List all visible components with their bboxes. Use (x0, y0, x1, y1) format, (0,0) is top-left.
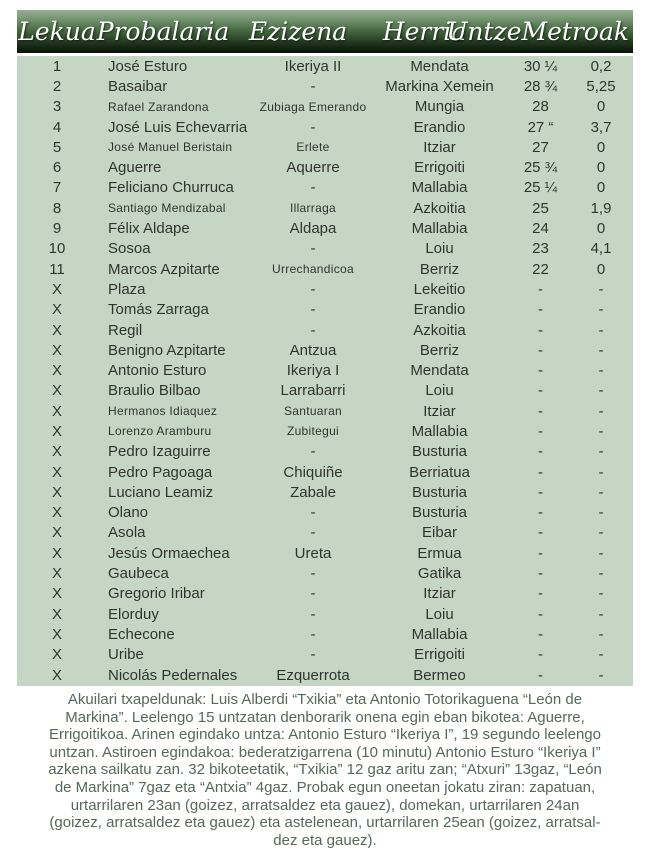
cell-herria: Loiu (425, 605, 454, 623)
cell-herria: Mallabia (411, 220, 468, 238)
cell-ezizena: Ezquerrota (276, 666, 350, 684)
cell-herria: Azkoitia (413, 321, 466, 339)
cell-probalaria: Asola (108, 524, 146, 542)
footnote-line: de Markina” 7gaz eta “Antxia” 4gaz. Probak egun oneetan jokatu ziran: zapatuan, (54, 778, 596, 796)
cell-metroak: - (598, 625, 604, 643)
cell-probalaria: Regil (108, 321, 143, 339)
cell-ezizena: Chiquiñe (283, 463, 343, 481)
cell-ezizena: - (310, 524, 316, 542)
cell-ezizena: - (310, 77, 316, 95)
cell-probalaria: Tomás Zarraga (108, 301, 209, 319)
table-row (17, 563, 633, 583)
cell-lekua: 8 (52, 199, 62, 217)
cell-metroak: - (598, 544, 604, 562)
cell-metroak: - (598, 585, 604, 603)
cell-herria: Itziar (423, 138, 456, 156)
table-row (17, 503, 633, 523)
cell-ezizena: Aquerre (286, 159, 340, 177)
cell-untze: 25 ¼ (523, 179, 558, 197)
table-row (17, 300, 633, 320)
cell-herria: Berriz (419, 341, 460, 359)
cell-herria: Itziar (423, 585, 456, 603)
cell-metroak: 0 (596, 260, 606, 278)
cell-probalaria: Echecone (108, 625, 175, 643)
cell-probalaria: Benigno Azpitarte (108, 341, 226, 359)
cell-ezizena: - (310, 118, 316, 136)
cell-ezizena: - (310, 605, 316, 623)
cell-herria: Errigoiti (414, 646, 465, 664)
cell-lekua: X (51, 463, 62, 481)
table-row (17, 381, 633, 401)
cell-probalaria: Jesús Ormaechea (108, 544, 230, 562)
cell-herria: Mendata (410, 362, 469, 380)
cell-lekua: X (51, 524, 62, 542)
cell-probalaria: Basaibar (108, 77, 168, 95)
table-row (17, 665, 633, 685)
table-row (17, 584, 633, 604)
cell-probalaria: José Luis Echevarria (108, 118, 248, 136)
cell-ezizena: Ikeriya II (284, 57, 342, 75)
cell-lekua: X (51, 646, 62, 664)
cell-lekua: 1 (52, 57, 62, 75)
cell-untze: - (538, 382, 543, 400)
cell-probalaria: Uribe (108, 646, 144, 664)
cell-untze: - (538, 422, 543, 440)
cell-untze: - (538, 666, 543, 684)
cell-untze: - (538, 341, 543, 359)
cell-ezizena: Aldapa (289, 220, 337, 238)
cell-ezizena: Illarraga (289, 201, 337, 216)
cell-ezizena: - (310, 625, 316, 643)
cell-lekua: X (51, 565, 62, 583)
cell-probalaria: Aguerre (108, 159, 162, 177)
cell-herria: Busturia (411, 443, 468, 461)
cell-untze: 25 ¾ (523, 159, 558, 177)
cell-untze: 23 (532, 240, 549, 258)
cell-lekua: X (51, 483, 62, 501)
table-row (17, 543, 633, 563)
cell-herria: Mendata (410, 57, 469, 75)
cell-untze: - (538, 362, 543, 380)
table-row (17, 360, 633, 380)
column-header-untze-metroak (446, 10, 633, 53)
cell-probalaria: Gaubeca (108, 565, 169, 583)
table-row (17, 239, 633, 259)
table-row (17, 279, 633, 299)
footnote-line: Markina”. Leelengo 15 untzatan denborarik onena egin eban bikotea: Aguerre, (65, 708, 585, 726)
cell-herria: Busturia (411, 483, 468, 501)
table-row (17, 320, 633, 340)
cell-lekua: 2 (52, 77, 62, 95)
column-header-metroak: Metroak (521, 16, 629, 46)
cell-lekua: 7 (52, 179, 62, 197)
cell-untze: 24 (532, 220, 549, 238)
cell-lekua: X (51, 341, 62, 359)
table-row (17, 604, 633, 624)
cell-lekua: 5 (52, 138, 62, 156)
cell-herria: Mallabia (411, 179, 468, 197)
cell-metroak: - (598, 422, 604, 440)
cell-probalaria: Santiago Mendizabal (108, 201, 226, 216)
cell-herria: Azkoitia (413, 199, 466, 217)
cell-probalaria: Lorenzo Aramburu (108, 424, 212, 439)
cell-probalaria: Elorduy (108, 605, 159, 623)
cell-metroak: - (598, 443, 604, 461)
cell-herria: Mallabia (411, 422, 468, 440)
cell-ezizena: - (310, 565, 316, 583)
cell-metroak: - (598, 483, 604, 501)
cell-lekua: X (51, 504, 62, 522)
cell-lekua: X (51, 301, 62, 319)
results-table-body (17, 56, 633, 686)
cell-probalaria: Braulio Bilbao (108, 382, 201, 400)
cell-untze: 27 “ (527, 118, 554, 136)
cell-herria: Mungia (414, 98, 465, 116)
table-row (17, 97, 633, 117)
cell-ezizena: Ikeriya I (286, 362, 340, 380)
cell-lekua: X (51, 321, 62, 339)
table-row (17, 624, 633, 644)
column-header-probalaria: Probalaria (96, 17, 230, 46)
table-row (17, 421, 633, 441)
cell-herria: Bermeo (413, 666, 466, 684)
cell-metroak: - (598, 362, 604, 380)
cell-probalaria: Olano (108, 504, 149, 522)
column-header-herria: Herria (382, 17, 467, 46)
cell-probalaria: Pedro Pagoaga (108, 463, 213, 481)
table-row (17, 340, 633, 360)
cell-lekua: 10 (48, 240, 66, 258)
cell-metroak: - (598, 463, 604, 481)
cell-metroak: 1,9 (590, 199, 612, 217)
cell-herria: Errigoiti (414, 159, 465, 177)
cell-probalaria: Nicolás Pedernales (108, 666, 238, 684)
cell-metroak: 0 (596, 179, 606, 197)
cell-ezizena: Santuaran (283, 404, 343, 419)
cell-lekua: X (51, 544, 62, 562)
cell-lekua: X (51, 422, 62, 440)
table-row (17, 523, 633, 543)
cell-metroak: 0 (596, 220, 606, 238)
cell-ezizena: Erlete (296, 140, 330, 155)
table-row (17, 56, 633, 76)
cell-probalaria: Hermanos Idiaquez (108, 404, 218, 419)
cell-untze: 27 (532, 138, 549, 156)
cell-herria: Busturia (411, 504, 468, 522)
cell-lekua: X (51, 280, 62, 298)
footnote-line: Errigoitikoa. Arinen egindako untza: Antonio Esturo “Ikeriya I”, 19 segundo leelengo (48, 726, 601, 744)
cell-metroak: 0,2 (590, 57, 612, 75)
table-row (17, 157, 633, 177)
footnote-paragraph (15, 691, 635, 849)
cell-untze: - (538, 443, 543, 461)
cell-probalaria: Rafael Zarandona (108, 99, 209, 114)
cell-untze: - (538, 402, 543, 420)
cell-lekua: X (51, 625, 62, 643)
cell-probalaria: Gregorio Iribar (108, 585, 205, 603)
cell-untze: 28 ¾ (523, 77, 558, 95)
cell-herria: Gatika (417, 565, 462, 583)
cell-metroak: - (598, 402, 604, 420)
table-row (17, 117, 633, 137)
cell-metroak: 4,1 (590, 240, 612, 258)
footnote-line: untzan. Astiroen egindakoa: bederatzigarrena (10 minutu) Antonio Esturo “Ikeriya I” (49, 743, 601, 761)
cell-lekua: 4 (52, 118, 62, 136)
cell-metroak: - (598, 605, 604, 623)
cell-probalaria: Antonio Esturo (108, 362, 207, 380)
cell-ezizena: Zubiaga Emerando (259, 99, 367, 114)
cell-untze: - (538, 605, 543, 623)
cell-probalaria: Feliciano Churruca (108, 179, 234, 197)
cell-untze: - (538, 280, 543, 298)
cell-lekua: X (51, 382, 62, 400)
cell-herria: Markina Xemein (385, 77, 494, 95)
cell-untze: 25 (532, 199, 549, 217)
column-header-untze: Untze (446, 16, 522, 46)
table-row (17, 442, 633, 462)
cell-metroak: - (598, 666, 604, 684)
cell-metroak: - (598, 341, 604, 359)
cell-untze: - (538, 585, 543, 603)
footnote-line: Akuilari txapeldunak: Luis Alberdi “Txikia” eta Antonio Totorikaguena “León de (67, 691, 583, 708)
cell-lekua: X (51, 443, 62, 461)
cell-herria: Erandio (413, 301, 466, 319)
cell-ezizena: Larrabarri (280, 382, 346, 400)
cell-ezizena: Ureta (294, 544, 332, 562)
cell-ezizena: Urrechandicoa (272, 262, 354, 277)
cell-metroak: - (598, 504, 604, 522)
cell-herria: Lekeitio (413, 280, 466, 298)
table-row (17, 137, 633, 157)
cell-lekua: X (51, 666, 62, 684)
cell-probalaria: Luciano Leamiz (108, 483, 214, 501)
footnote-line: urtarrilaren 23an (goizez, arratsaldez eta gauez), domekan, urtarrilaren 24an (70, 796, 580, 814)
footnote-line: (goizez, arratsaldez eta gauez) eta astelenean, urtarrilaren 25ean (goizez, arratsal- (49, 814, 601, 832)
table-row (17, 218, 633, 238)
cell-metroak: - (598, 280, 604, 298)
cell-probalaria: José Manuel Beristain (108, 140, 233, 155)
cell-probalaria: José Esturo (108, 57, 188, 75)
table-row (17, 645, 633, 665)
cell-ezizena: - (310, 443, 316, 461)
cell-ezizena: Antzua (289, 341, 337, 359)
cell-metroak: - (598, 646, 604, 664)
cell-herria: Erandio (413, 118, 466, 136)
cell-untze: - (538, 565, 543, 583)
cell-metroak: 0 (596, 98, 606, 116)
cell-lekua: X (51, 585, 62, 603)
table-row (17, 76, 633, 96)
cell-metroak: 0 (596, 159, 606, 177)
cell-ezizena: - (310, 646, 316, 664)
cell-untze: 22 (532, 260, 549, 278)
cell-lekua: X (51, 402, 62, 420)
cell-ezizena: - (310, 240, 316, 258)
footnote-line: azkena sailkatu zan. 32 bikoteetatik, “Txikia” 12 gaz aritu zan; “Atxuri” 13gaz, “León (48, 761, 602, 779)
table-row (17, 259, 633, 279)
cell-untze: - (538, 524, 543, 542)
cell-lekua: 6 (52, 159, 62, 177)
cell-untze: 28 (532, 98, 549, 116)
cell-metroak: - (598, 321, 604, 339)
table-header (17, 10, 633, 53)
column-header-ezizena: Ezizena (248, 17, 348, 46)
table-row (17, 401, 633, 421)
table-row (17, 198, 633, 218)
cell-untze: - (538, 544, 543, 562)
cell-metroak: 3,7 (590, 118, 612, 136)
cell-ezizena: - (310, 301, 316, 319)
cell-herria: Berriatua (409, 463, 470, 481)
cell-ezizena: - (310, 321, 316, 339)
cell-probalaria: Marcos Azpitarte (108, 260, 220, 278)
cell-metroak: - (598, 301, 604, 319)
cell-untze: - (538, 301, 543, 319)
cell-untze: - (538, 504, 543, 522)
cell-herria: Loiu (425, 382, 454, 400)
cell-herria: Itziar (423, 402, 456, 420)
cell-ezizena: Zubitegui (286, 424, 340, 439)
cell-untze: - (538, 463, 543, 481)
cell-metroak: 0 (596, 138, 606, 156)
cell-metroak: - (598, 524, 604, 542)
cell-herria: Berriz (419, 260, 460, 278)
cell-probalaria: Félix Aldape (108, 220, 190, 238)
cell-metroak: 5,25 (586, 77, 616, 95)
cell-herria: Ermua (417, 544, 462, 562)
cell-lekua: 11 (49, 260, 65, 278)
table-row (17, 482, 633, 502)
cell-metroak: - (598, 382, 604, 400)
cell-herria: Loiu (425, 240, 454, 258)
cell-herria: Eibar (421, 524, 458, 542)
cell-metroak: - (598, 565, 604, 583)
cell-probalaria: Plaza (108, 280, 146, 298)
cell-untze: 30 ¼ (523, 57, 558, 75)
cell-probalaria: Pedro Izaguirre (108, 443, 211, 461)
cell-ezizena: Zabale (290, 483, 336, 501)
cell-untze: - (538, 321, 543, 339)
cell-lekua: X (51, 362, 62, 380)
cell-herria: Mallabia (411, 625, 468, 643)
cell-untze: - (538, 483, 543, 501)
cell-lekua: X (51, 605, 62, 623)
table-row (17, 462, 633, 482)
cell-probalaria: Sosoa (108, 240, 151, 258)
cell-ezizena: - (310, 585, 316, 603)
table-row (17, 178, 633, 198)
cell-ezizena: - (310, 504, 316, 522)
cell-ezizena: - (310, 280, 316, 298)
cell-untze: - (538, 625, 543, 643)
cell-ezizena: - (310, 179, 316, 197)
cell-lekua: 3 (52, 98, 62, 116)
footnote-line: dez eta gauez). (273, 831, 377, 849)
column-header-lekua: Lekua (18, 17, 96, 46)
untze-metroak-joined-label (446, 16, 629, 45)
cell-untze: - (538, 646, 543, 664)
cell-lekua: 9 (52, 220, 62, 238)
